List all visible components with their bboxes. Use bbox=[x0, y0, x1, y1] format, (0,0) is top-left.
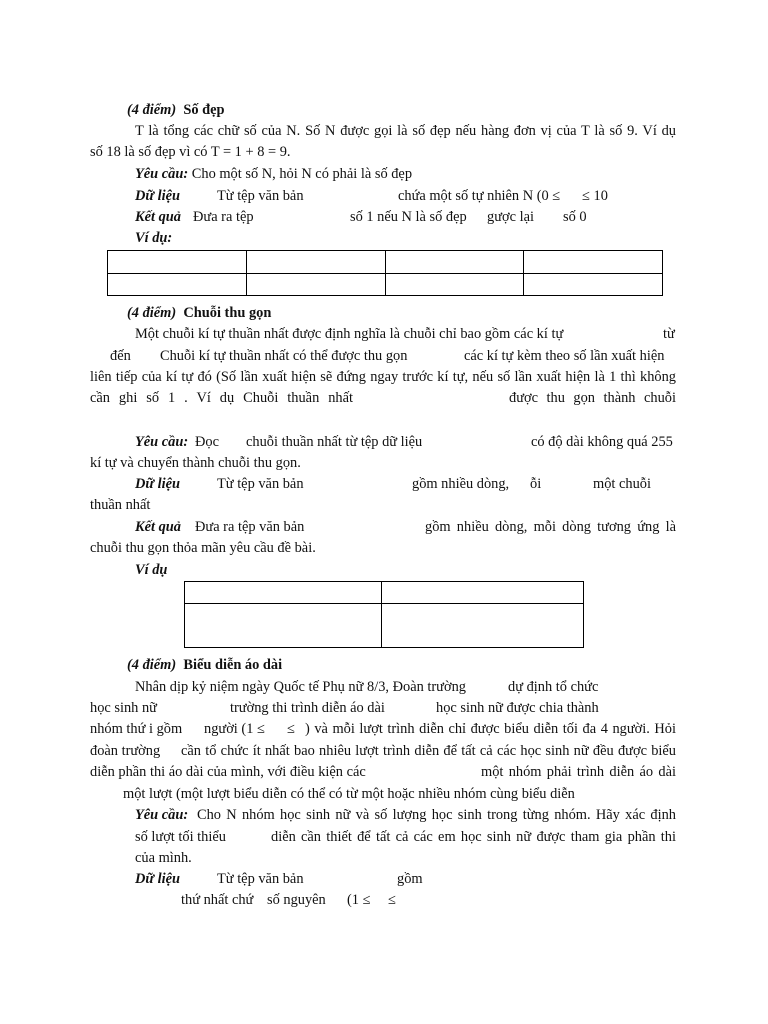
problem1-data-a: Từ tệp văn bản bbox=[217, 188, 304, 204]
table-cell bbox=[524, 273, 663, 296]
problem3-req-l3: của mình. bbox=[135, 850, 192, 866]
problem2-req-b: chuỗi thuần nhất từ tệp dữ liệu bbox=[246, 434, 423, 450]
problem2-result-a: Đưa ra tệp văn bản bbox=[195, 519, 305, 535]
problem2-data-b: gồm nhiều dòng, bbox=[412, 476, 510, 492]
problem3-l5a: diễn phần thi áo dài của mình, với điều kiện các bbox=[90, 764, 366, 780]
problem2-req-c: có độ dài không quá 255 bbox=[531, 434, 673, 450]
problem2-data-line2: thuần nhất bbox=[90, 497, 151, 513]
table-cell bbox=[185, 604, 382, 648]
table-row bbox=[185, 604, 584, 648]
problem3-req-l1: Cho N nhóm học sinh nữ và số lượng học sinh trong từng nhóm. Hãy xác định bbox=[197, 807, 676, 823]
problem3-l6: một lượt (một lượt biểu diễn có thể có từ một hoặc nhiều nhóm cùng biểu diễn bbox=[123, 786, 575, 802]
problem1-result-d: số 0 bbox=[563, 209, 587, 225]
table-cell bbox=[108, 251, 247, 274]
problem3-l2c: học sinh nữ được chia thành bbox=[436, 700, 599, 716]
problem2-result-b: gồm nhiều dòng, mỗi dòng tương ứng là bbox=[425, 519, 676, 535]
problem3-heading bbox=[127, 656, 282, 674]
table-cell bbox=[385, 273, 524, 296]
table-cell bbox=[382, 582, 584, 604]
table-row bbox=[185, 582, 584, 604]
problem2-desc-l4b: được thu gọn thành chuỗi bbox=[509, 390, 676, 406]
problem2-desc-l2b: Chuỗi kí tự thuần nhất có thể được thu gọn bbox=[160, 348, 408, 364]
problem2-desc-l2c: các kí tự kèm theo số lần xuất hiện bbox=[464, 348, 665, 364]
problem1-data-label: Dữ liệu bbox=[135, 188, 180, 204]
problem1-points: (4 điểm) bbox=[127, 102, 177, 118]
problem2-desc-l3: liên tiếp của kí tự đó (Số lần xuất hiện sẽ đứng ngay trước kí tự, nếu số lần xuất hiện là 1 thì không bbox=[90, 369, 676, 385]
problem3-l3c: ≤ bbox=[287, 721, 295, 737]
problem3-d2c: (1 ≤ bbox=[347, 892, 371, 908]
problem3-l3d: ) và mỗi lượt trình diễn chỉ được biểu diễn tối đa 4 người. Hỏi bbox=[305, 721, 676, 737]
problem3-d2a: thứ nhất chứ bbox=[181, 892, 254, 908]
problem2-data-d: một chuỗi bbox=[593, 476, 651, 492]
problem2-result-line2: chuỗi thu gọn thỏa mãn yêu cầu đề bài. bbox=[90, 540, 316, 556]
table-row bbox=[108, 251, 663, 274]
table-cell bbox=[246, 251, 385, 274]
problem3-req-l2b: diễn cần thiết để tất cả các em học sinh nữ được tham gia phần thi bbox=[271, 829, 676, 845]
problem3-title: Biểu diễn áo dài bbox=[183, 657, 283, 673]
problem3-req-l2a: số lượt tối thiểu bbox=[135, 829, 226, 845]
problem1-example-table bbox=[107, 250, 663, 296]
problem2-data-c: ỗi bbox=[530, 476, 542, 492]
problem2-data-a: Từ tệp văn bản bbox=[217, 476, 304, 492]
problem1-req-label: Yêu cầu: bbox=[135, 166, 189, 182]
problem3-d2b: số nguyên bbox=[267, 892, 326, 908]
problem3-points: (4 điểm) bbox=[127, 657, 177, 673]
problem2-desc-l4a: cần ghi số 1 . Ví dụ Chuỗi thuần nhất bbox=[90, 390, 353, 406]
problem3-data-b: gồm bbox=[397, 871, 423, 887]
table-cell bbox=[382, 604, 584, 648]
problem2-points: (4 điểm) bbox=[127, 305, 177, 321]
problem3-l2b: trường thi trình diễn áo dài bbox=[230, 700, 385, 716]
problem3-l5b: một nhóm phải trình diễn áo dài bbox=[481, 764, 676, 780]
problem2-data-label: Dữ liệu bbox=[135, 476, 180, 492]
problem3-l1b: dự định tổ chức bbox=[508, 679, 599, 695]
problem1-desc-line1: T là tổng các chữ số của N. Số N được gọi là số đẹp nếu hàng đơn vị của T là số 9. Ví dụ bbox=[135, 123, 676, 139]
problem2-req-label: Yêu cầu: bbox=[135, 434, 189, 450]
problem2-example-label: Ví dụ bbox=[135, 562, 168, 578]
problem3-l3b: người (1 ≤ bbox=[204, 721, 265, 737]
table-cell bbox=[385, 251, 524, 274]
problem3-d2d: ≤ bbox=[388, 892, 396, 908]
problem1-req-text: Cho một số N, hỏi N có phải là số đẹp bbox=[191, 166, 413, 182]
problem1-result-a: Đưa ra tệp bbox=[193, 209, 254, 225]
problem2-desc-l1a: Một chuỗi kí tự thuần nhất được định nghĩa là chuỗi chỉ bao gồm các kí tự bbox=[135, 326, 564, 342]
problem1-result-label: Kết quả bbox=[135, 209, 181, 225]
problem2-req-a: Đọc bbox=[195, 434, 219, 450]
problem1-result-c: gược lại bbox=[487, 209, 534, 225]
problem3-l4a: đoàn trường bbox=[90, 743, 161, 759]
problem3-req-label: Yêu cầu: bbox=[135, 807, 189, 823]
problem1-data-c: ≤ 10 bbox=[582, 188, 608, 204]
problem2-example-table bbox=[184, 581, 584, 648]
problem2-desc-l1b: từ bbox=[663, 326, 675, 342]
table-row bbox=[108, 273, 663, 296]
table-cell bbox=[185, 582, 382, 604]
problem3-l3a: nhóm thứ i gồm bbox=[90, 721, 183, 737]
problem1-result-b: số 1 nếu N là số đẹp bbox=[350, 209, 467, 225]
problem1-title: Số đẹp bbox=[183, 102, 225, 118]
problem2-result-label: Kết quả bbox=[135, 519, 181, 535]
problem1-desc-line2: số 18 là số đẹp vì có T = 1 + 8 = 9. bbox=[90, 144, 291, 160]
problem1-requirement bbox=[135, 165, 412, 183]
table-cell bbox=[524, 251, 663, 274]
problem2-heading bbox=[127, 304, 271, 322]
table-cell bbox=[108, 273, 247, 296]
problem2-req-line2: kí tự và chuyển thành chuỗi thu gọn. bbox=[90, 455, 301, 471]
problem1-heading bbox=[127, 101, 225, 119]
problem3-data-a: Từ tệp văn bản bbox=[217, 871, 304, 887]
problem1-example-label: Ví dụ: bbox=[135, 230, 173, 246]
problem3-l1a: Nhân dịp kỷ niệm ngày Quốc tế Phụ nữ 8/3, Đoàn trường bbox=[135, 679, 466, 695]
problem3-l2a: học sinh nữ bbox=[90, 700, 157, 716]
problem2-desc-l2a: đến bbox=[110, 348, 131, 364]
problem2-title: Chuỗi thu gọn bbox=[183, 305, 272, 321]
table-cell bbox=[246, 273, 385, 296]
problem3-l4b: cần tổ chức ít nhất bao nhiêu lượt trình diễn để tất cả các học sinh nữ đều được biểu bbox=[181, 743, 676, 759]
problem1-data-b: chứa một số tự nhiên N (0 ≤ bbox=[398, 188, 561, 204]
problem3-data-label: Dữ liệu bbox=[135, 871, 180, 887]
